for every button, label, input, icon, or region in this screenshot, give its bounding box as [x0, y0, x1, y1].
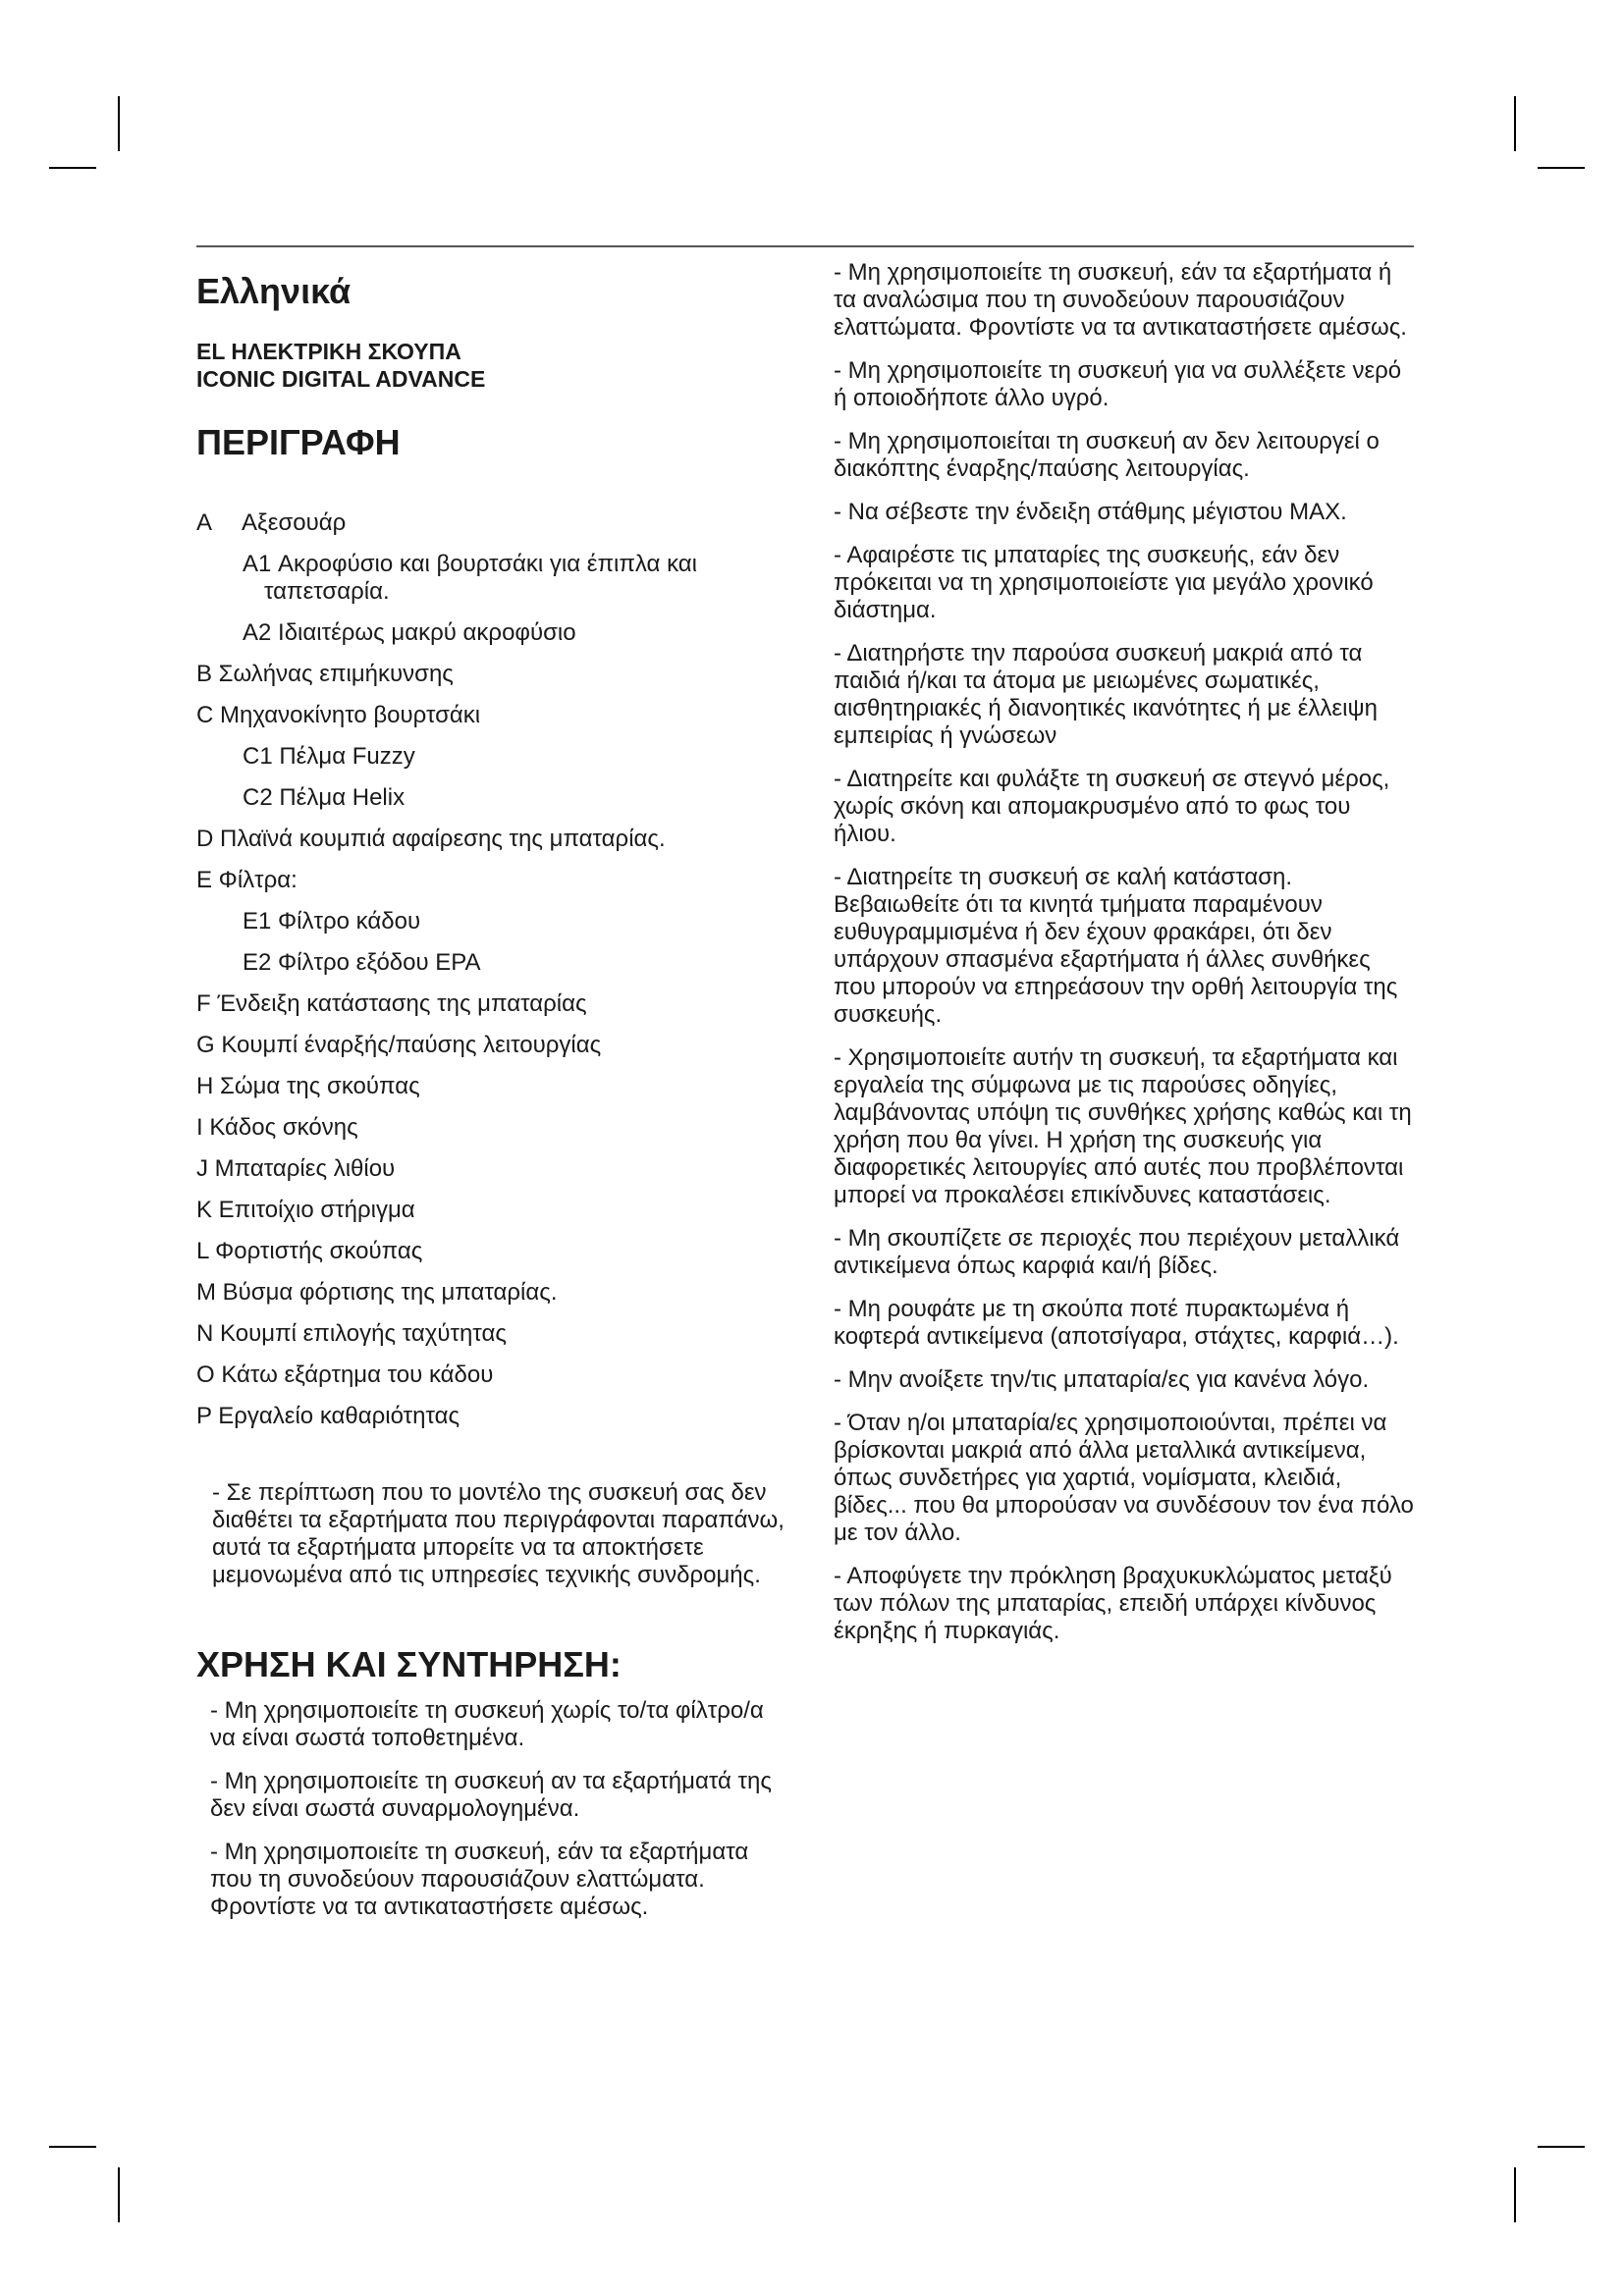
usage-paragraph: - Αποφύγετε την πρόκληση βραχυκυκλώματος μεταξύ των πόλων της μπαταρίας, επειδή υπάρχει κίνδυνος έκρηξης ή πυρκαγιάς.	[834, 1563, 1392, 1644]
usage-paragraph: - Διατηρείτε και φυλάξτε τη συσκευή σε στεγνό μέρος, χωρίς σκόνη και απομακρυσμένο από το φως του ήλιου.	[834, 766, 1390, 847]
parts-list-item: A2 Ιδιαιτέρως μακρύ ακροφύσιο	[243, 619, 576, 646]
usage-paragraph: - Όταν η/οι μπαταρία/ες χρησιμοποιούνται, πρέπει να βρίσκονται μακριά από άλλα μεταλλικά αντικείμενα, όπως συνδετήρες για χαρτιά, νομίσματα, κλειδιά, βίδες... που θα μπορούσαν να συνδέσουν τον ένα πόλο με τον άλλο.	[834, 1410, 1414, 1546]
parts-list-item: D Πλαϊνά κουμπιά αφαίρεσης της μπαταρίας.	[196, 826, 666, 852]
parts-list-item: C1 Πέλμα Fuzzy	[243, 743, 415, 770]
usage-paragraph: - Μη χρησιμοποιείτε τη συσκευή αν τα εξαρτήματά της δεν είναι σωστά συναρμολογημένα.	[210, 1768, 772, 1822]
usage-paragraph: - Μη χρησιμοποιείτε τη συσκευή για να συλλέξετε νερό ή οποιοδήποτε άλλο υγρό.	[834, 357, 1402, 411]
parts-list	[196, 509, 785, 1430]
parts-list-item: M Βύσμα φόρτισης της μπαταρίας.	[196, 1279, 558, 1306]
parts-list-item: I Κάδος σκόνης	[196, 1114, 358, 1141]
parts-list-item: P Εργαλείο καθαριότητας	[196, 1403, 460, 1429]
right-column	[834, 259, 1418, 1661]
parts-list-item: K Επιτοίχιο στήριγμα	[196, 1197, 415, 1223]
crop-mark-top-right-v	[1514, 96, 1516, 151]
crop-mark-top-left-h	[49, 167, 96, 169]
parts-list-item	[196, 509, 785, 537]
left-column	[196, 259, 785, 1937]
parts-list-item: C Μηχανοκίνητο βουρτσάκι	[196, 702, 481, 728]
crop-mark-bottom-left-h	[49, 2146, 96, 2148]
usage-title: ΧΡΗΣΗ ΚΑΙ ΣΥΝΤΗΡΗΣΗ:	[196, 1644, 622, 1684]
description-title: ΠΕΡΙΓΡΑΦΗ	[196, 422, 401, 462]
language-title: Ελληνικά	[196, 271, 352, 311]
model-name	[196, 338, 785, 393]
accessories-note: - Σε περίπτωση που το μοντέλο της συσκευή σας δεν διαθέτει τα εξαρτήματα που περιγράφονται παραπάνω, αυτά τα εξαρτήματα μπορείτε να τα αποκτήσετε μεμονωμένα από τις υπηρεσίες τεχνικής συνδρομής.	[212, 1479, 785, 1588]
part-label: Αξεσουάρ	[242, 509, 347, 536]
usage-paragraph: - Μην ανοίξετε την/τις μπαταρία/ες για κανένα λόγο.	[834, 1366, 1370, 1393]
usage-paragraph: - Μη χρησιμοποιείτε τη συσκευή, εάν τα εξαρτήματα που τη συνοδεύουν παρουσιάζουν ελαττώματα. Φροντίστε να τα αντικαταστήσετε αμέσως.	[210, 1839, 749, 1920]
parts-list-item: C2 Πέλμα Helix	[243, 784, 406, 811]
parts-list-item: E2 Φίλτρο εξόδου EPA	[243, 949, 481, 976]
crop-mark-bottom-left-v	[118, 2167, 120, 2222]
parts-list-item: F Ένδειξη κατάστασης της μπαταρίας	[196, 990, 587, 1017]
usage-paragraph: - Διατηρήστε την παρούσα συσκευή μακριά από τα παιδιά ή/και τα άτομα με μειωμένες σωματικές, αισθητηριακές ή διανοητικές ικανότητες ή με έλλειψη εμπειρίας ή γνώσεων	[834, 640, 1378, 749]
usage-paragraph: - Διατηρείτε τη συσκευή σε καλή κατάσταση. Βεβαιωθείτε ότι τα κινητά τμήματα παραμένουν ευθυγραμμισμένα ή δεν έχουν φρακάρει, ότι δεν υπάρχουν σπασμένα εξαρτήματα ή άλλες συνθήκες που μπορούν να επηρεάσουν την ορθή λειτουργία της συσκευής.	[834, 864, 1398, 1028]
usage-paragraph: - Μη χρησιμοποιείται τη συσκευή αν δεν λειτουργεί ο διακόπτης έναρξης/παύσης λειτουργίας.	[834, 428, 1380, 482]
crop-mark-top-left-v	[118, 96, 120, 151]
usage-paragraph: - Χρησιμοποιείτε αυτήν τη συσκευή, τα εξαρτήματα και εργαλεία της σύμφωνα με τις παρούσες οδηγίες, λαμβάνοντας υπόψη τις συνθήκες χρήσης καθώς και τη χρήση που θα γίνει. Η χρήση της συσκευής για διαφορετικές λειτουργίες από αυτές που προβλέπονται μπορεί να προκαλέσει επικίνδυνες καταστάσεις.	[834, 1044, 1412, 1208]
usage-paragraph: - Αφαιρέστε τις μπαταρίες της συσκευής, εάν δεν πρόκειται να τη χρησιμοποιείστε για μεγάλο χρονικό διάστημα.	[834, 542, 1374, 623]
usage-paragraph: - Μη χρησιμοποιείτε τη συσκευή χωρίς το/τα φίλτρο/α να είναι σωστά τοποθετημένα.	[210, 1697, 764, 1751]
usage-paragraph: - Μη ρουφάτε με τη σκούπα ποτέ πυρακτωμένα ή κοφτερά αντικείμενα (αποτσίγαρα, στάχτες, καρφιά…).	[834, 1296, 1399, 1350]
usage-paragraph: - Να σέβεστε την ένδειξη στάθμης μέγιστου MAX.	[834, 499, 1347, 525]
crop-mark-bottom-right-h	[1538, 2146, 1585, 2148]
crop-mark-top-right-h	[1538, 167, 1585, 169]
crop-mark-bottom-right-v	[1514, 2167, 1516, 2222]
parts-list-item: B Σωλήνας επιμήκυνσης	[196, 661, 454, 687]
usage-paragraph: - Μη χρησιμοποιείτε τη συσκευή, εάν τα εξαρτήματα ή τα αναλώσιμα που τη συνοδεύουν παρουσιάζουν ελαττώματα. Φροντίστε να τα αντικαταστήσετε αμέσως.	[834, 259, 1407, 341]
part-letter: A	[196, 509, 213, 536]
header-rule	[196, 245, 1414, 247]
parts-list-item: J Μπαταρίες λιθίου	[196, 1155, 396, 1182]
parts-list-item: E Φίλτρα:	[196, 867, 298, 893]
parts-list-item: H Σώμα της σκούπας	[196, 1073, 420, 1099]
parts-list-item: E1 Φίλτρο κάδου	[243, 908, 421, 934]
parts-list-item: N Κουμπί επιλογής ταχύτητας	[196, 1320, 507, 1347]
parts-list-item: L Φορτιστής σκούπας	[196, 1238, 423, 1264]
model-line-2: ICONIC DIGITAL ADVANCE	[196, 366, 486, 392]
parts-list-item: O Κάτω εξάρτημα του κάδου	[196, 1362, 494, 1388]
usage-paragraph: - Μη σκουπίζετε σε περιοχές που περιέχουν μεταλλικά αντικείμενα όπως καρφιά και/ή βίδες.	[834, 1225, 1400, 1279]
model-line-1: EL ΗΛΕΚΤΡΙΚΗ ΣΚΟΥΠΑ	[196, 339, 461, 364]
parts-list-item: G Κουμπί έναρξής/παύσης λειτουργίας	[196, 1032, 602, 1058]
parts-list-item: A1 Ακροφύσιο και βουρτσάκι για έπιπλα και ταπετσαρία.	[243, 551, 697, 605]
